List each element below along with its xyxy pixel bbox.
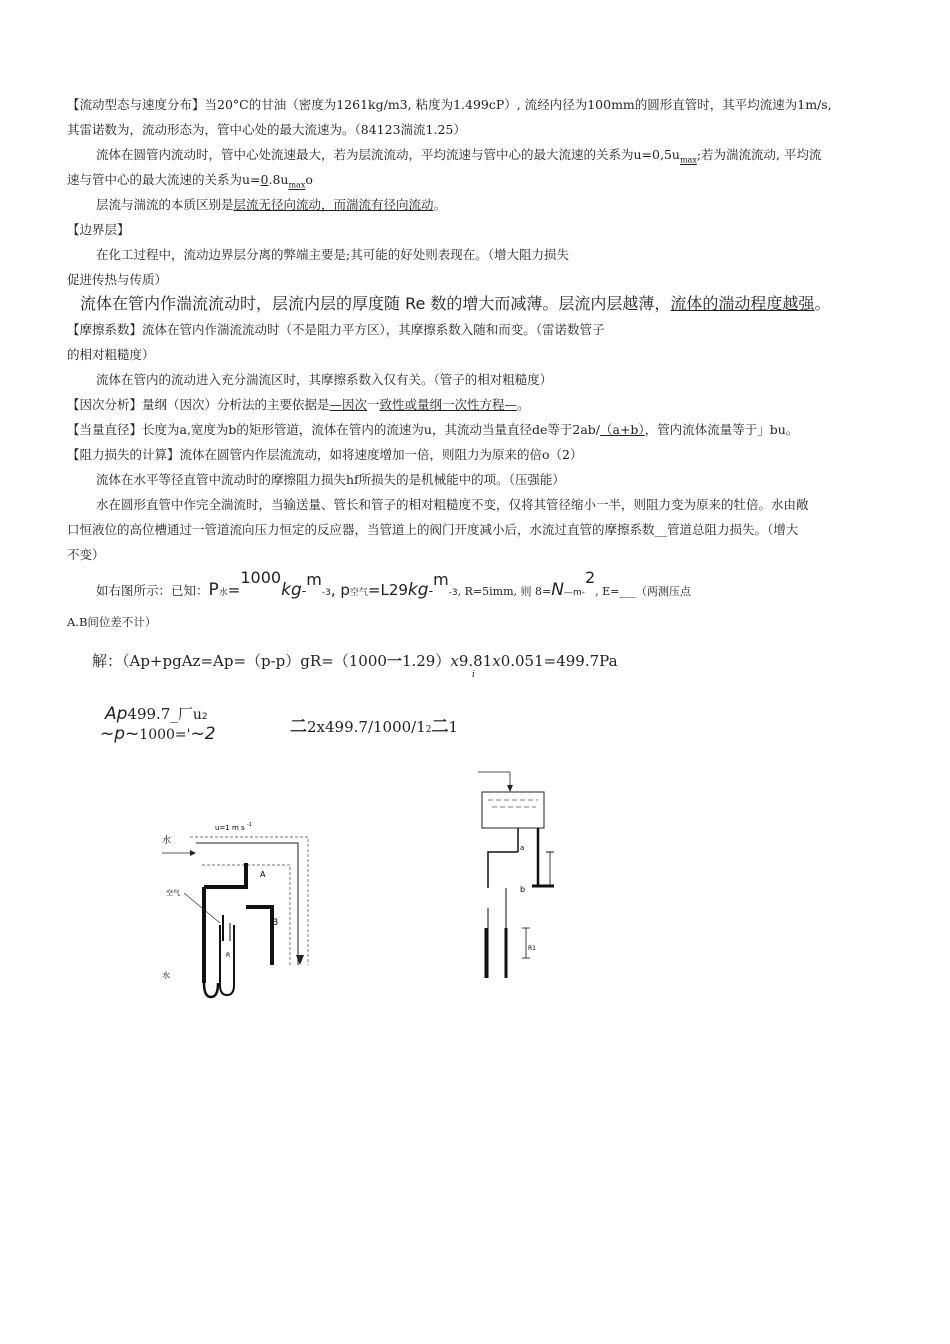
text-line: 水在圆形直管中作完全湍流时，当输送量、管长和管子的相对粗糙度不变，仅将其管径缩小一半，则阻力变为原来的牡倍。水由敞 <box>96 497 809 512</box>
r1-label: R1 <box>528 945 536 952</box>
text-line: 层流与湍流的本质区别是层流无径向流动，而湍流有径向流动。 <box>96 197 447 212</box>
point-a-label: A <box>260 870 266 879</box>
inlet-arrow <box>507 785 513 792</box>
pipe-wall-outer <box>196 843 298 965</box>
point-a-label: a <box>520 844 525 852</box>
text-line: 的相对粗糙度） <box>67 347 155 362</box>
text-line: 流体在管内的流动进入充分湍流区时，其摩擦系数入仅有关。（管子的相对粗糙度） <box>96 372 553 387</box>
pipe-step-lower <box>246 907 272 965</box>
text-line: 【摩擦系数】流体在管内作湍流流动时（不是阻力平方区），其摩擦系数入随和而变。（雷诺数管子 <box>67 322 605 337</box>
text-line: 口恒液位的高位槽通过一管道流向压力恒定的反应器，当管道上的阀门开度减小后，水流过直管的摩擦系数__管道总阻力损失。（增大 <box>67 522 799 537</box>
text-line: 流体在圆管内流动时，管中心处流速最大，若为层流流动，平均流速与管中心的最大流速的关系为$u=0,5u_{max}$;若为湍流流动, 平均流 <box>96 147 822 165</box>
solution-equation: 解：（Ap+pgAz=Ap=（p-p）gR=（1000一1.29）x9.81x0.051=499.7Pa <box>92 652 618 670</box>
pipe-upper <box>488 852 518 888</box>
fraction-result: 二2x499.7/1000/12二1 <box>290 717 459 737</box>
flow-arrow-head <box>190 850 196 856</box>
water-bottom-label: 水 <box>162 971 170 980</box>
tank <box>482 792 544 828</box>
water-label: 水 <box>162 836 172 846</box>
text-line: 流体在水平等径直管中流动时的摩擦阻力损失hf所损失的是机械能中的项。（压强能） <box>96 472 565 487</box>
text-line: 【阻力损失的计算】流体在圆管内作层流流动，如将速度增加一倍，则阻力为原来的倍o（2） <box>67 447 583 462</box>
text-line: 【因次分析】量纲（因次）分析法的主要依据是—因次一致性或量纲一次性方程—。 <box>67 397 530 412</box>
fraction-numerator: Ap499.7_厂u2 <box>105 704 208 724</box>
elevated-tank-diagram <box>470 768 570 983</box>
text-line: 速与管中心的最大流速的关系为$u=0.8u_{max}o$ <box>67 172 313 190</box>
text-line: 不变） <box>67 547 105 562</box>
point-b-label: B <box>272 918 279 928</box>
text-line: 【流动型态与速度分布】当20°C的甘油（密度为1261kg/m3, 粘度为1.499cP）, 流经内径为100mm的圆形直管时，其平均流速为1m/s, <box>67 97 832 112</box>
down-arrow <box>296 955 304 965</box>
point-b-label: b <box>520 885 526 894</box>
section-heading: 【边界层】 <box>67 222 130 237</box>
text-line: 流体在管内作湍流流动时，层流内层的厚度随 Re 数的增大而减薄。层流内层越薄，流体的湍动程度越强。 <box>80 294 831 313</box>
given-values-line: 如右图所示：已知：P水=1000kg-m-3, p空气=L29kg-m-3, R=5imm, 则 8=N—m-2, E=___（两测压点 <box>96 568 691 600</box>
text-line: 其雷诺数为，流动形态为，管中心处的最大流速为。（84123湍流1.25） <box>67 122 466 137</box>
r-label: R <box>226 952 231 959</box>
air-label: 空气 <box>166 889 180 897</box>
velocity-exponent: -1 <box>247 822 252 828</box>
solution-mark: i <box>472 670 475 680</box>
text-line: 在化工过程中，流动边界层分离的弊端主要是;其可能的好处则表现在。（增大阻力损失 <box>96 247 569 262</box>
text-line: 促进传热与传质） <box>67 272 168 287</box>
pipe-step-upper <box>204 863 246 887</box>
pipe-manometer-diagram <box>150 815 330 1000</box>
outer-guide <box>190 837 308 965</box>
text-line: A.B间位差不计） <box>67 615 157 629</box>
text-line: 【当量直径】长度为a,宽度为b的矩形管道，流体在管内的流速为u，其流动当量直径de等于2ab/（a+b），管内流体流量等于」bu。 <box>67 422 799 437</box>
velocity-label: u=1 m s <box>215 824 245 832</box>
fraction-denominator: ~p~1000='~2 <box>100 724 216 744</box>
u-tube-left <box>204 983 218 997</box>
